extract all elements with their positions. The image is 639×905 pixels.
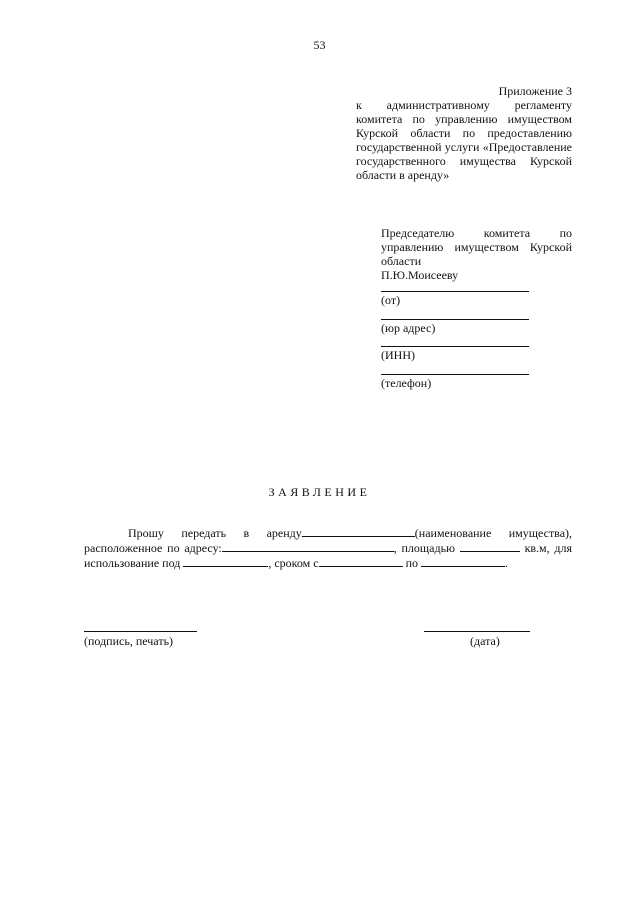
inn-field[interactable]	[381, 346, 529, 362]
body-line-3: использование под , сроком с по .	[84, 556, 508, 570]
inn-caption: (ИНН)	[381, 348, 415, 362]
signature-line[interactable]	[84, 631, 197, 632]
legal-address-caption: (юр адрес)	[381, 321, 436, 335]
appendix-block	[356, 84, 572, 182]
application-body	[84, 525, 572, 570]
appendix-line-7: области в аренду»	[356, 168, 450, 182]
purpose-blank[interactable]	[183, 555, 268, 567]
property-name-blank[interactable]	[302, 525, 415, 537]
from-line[interactable]	[381, 291, 529, 292]
appendix-line-2: к административному регламенту	[356, 98, 573, 112]
appendix-line-5: государственной услуги «Предоставление	[356, 140, 573, 154]
from-field[interactable]	[381, 291, 529, 307]
term-end-blank[interactable]	[421, 555, 505, 567]
term-start-blank[interactable]	[319, 555, 403, 567]
from-caption: (от)	[381, 293, 401, 307]
date-line[interactable]	[424, 631, 530, 632]
legal-address-line[interactable]	[381, 319, 529, 320]
phone-caption: (телефон)	[381, 376, 432, 390]
date-caption: (дата)	[470, 634, 500, 648]
appendix-line-6: государственного имущества Курской	[356, 154, 573, 168]
addressee-line-3: области	[381, 254, 422, 268]
addressee-line-1: Председателю комитета по	[381, 226, 573, 240]
body-line-1: Прошу передать в аренду (наименование имущества),	[128, 526, 573, 540]
appendix-number: Приложение 3	[498, 84, 572, 98]
area-blank[interactable]	[460, 540, 520, 552]
phone-field[interactable]	[381, 374, 529, 390]
addressee-block	[381, 226, 572, 282]
appendix-line-3: комитета по управлению имуществом	[356, 112, 573, 126]
inn-line[interactable]	[381, 346, 529, 347]
signature-caption: (подпись, печать)	[84, 634, 174, 648]
phone-line[interactable]	[381, 374, 529, 375]
address-blank[interactable]	[222, 540, 394, 552]
body-line-2: расположенное по адресу: , площадью кв.м, для	[84, 541, 573, 555]
appendix-line-4: Курской области по предоставлению	[356, 126, 572, 140]
legal-address-field[interactable]	[381, 319, 529, 335]
addressee-name: П.Ю.Моисееву	[381, 268, 459, 282]
page-number: 53	[313, 38, 326, 52]
document-title: ЗАЯВЛЕНИЕ	[268, 485, 371, 499]
addressee-line-2: управлению имуществом Курской	[381, 240, 572, 254]
